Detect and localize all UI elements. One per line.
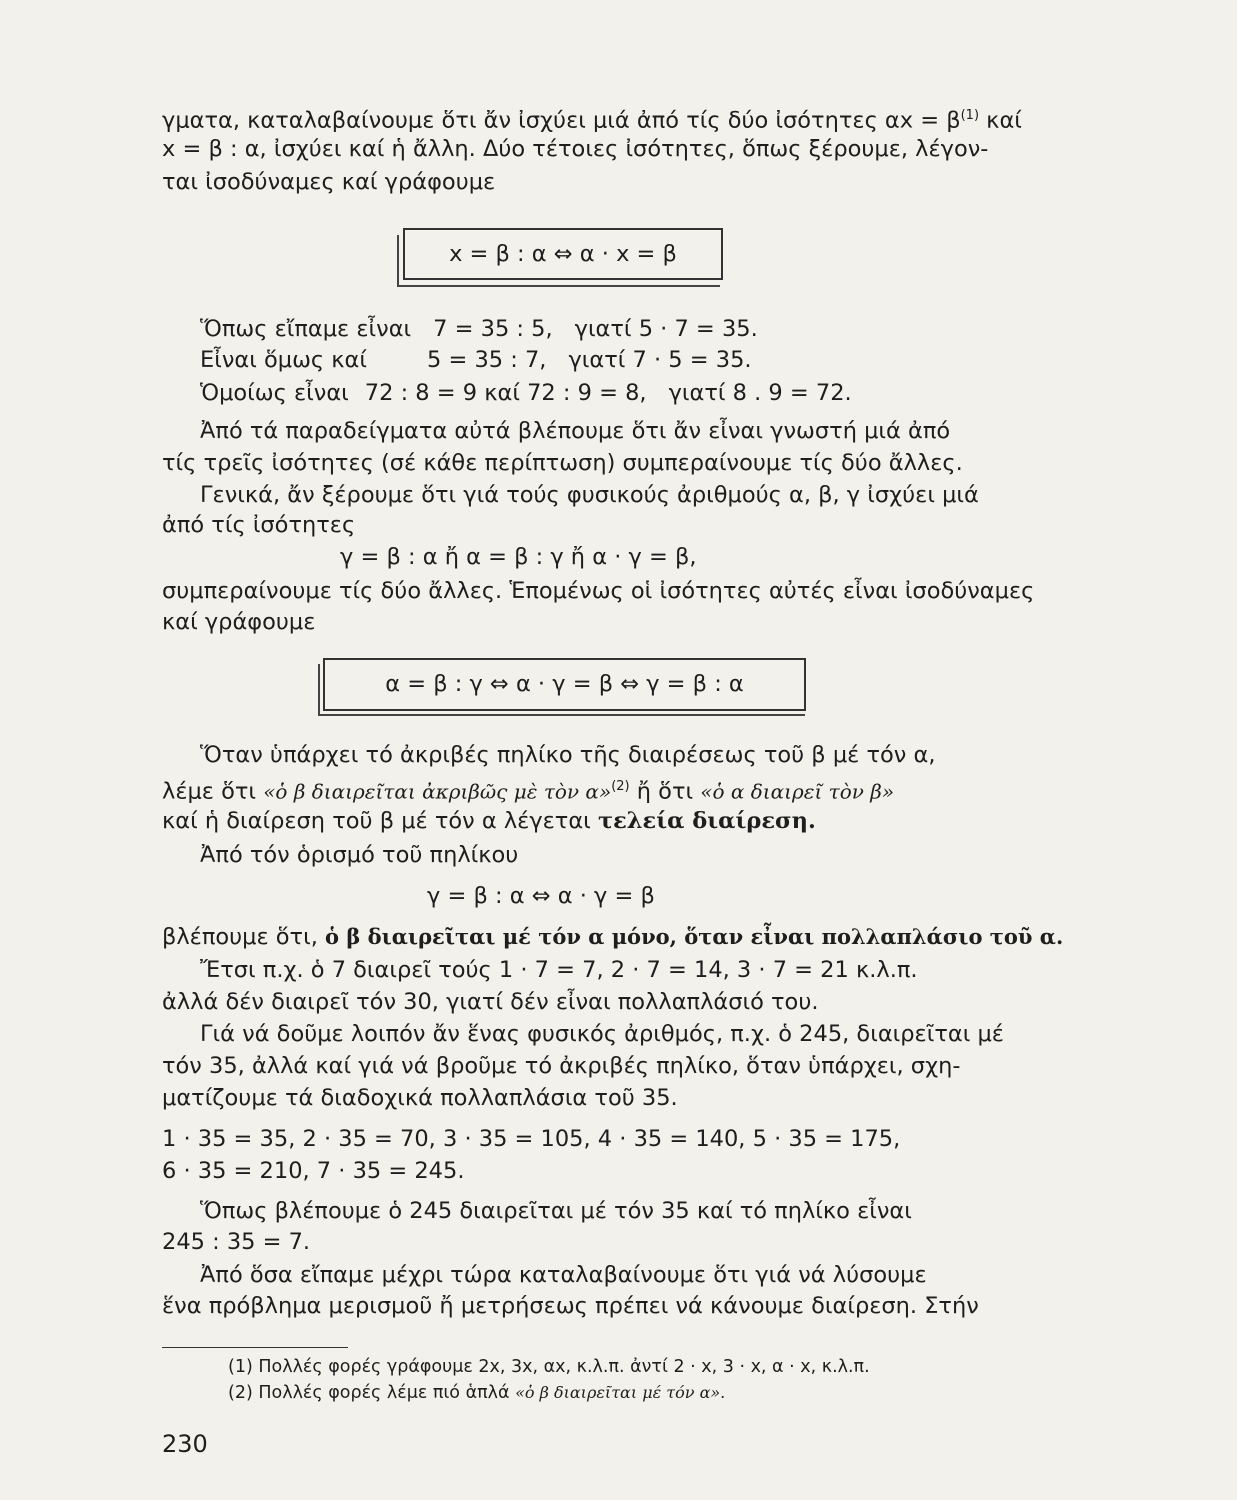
example-line-2: Εἶναι ὅμως καί 5 = 35 : 7, γιατί 7 · 5 = 35. [200,347,752,373]
equation-line-11: γ = β : α ἤ α = β : γ ἤ α · γ = β, [340,544,697,570]
text-line-20: Ἔτσι π.χ. ὁ 7 διαιρεῖ τούς 1 · 7 = 7, 2 · 7 = 14, 3 · 7 = 21 κ.λ.π. [200,957,918,983]
text-line-22: Γιά νά δοῦμε λοιπόν ἄν ἕνας φυσικός ἀριθμός, π.χ. ὁ 245, διαιρεῖται μέ [200,1021,1004,1047]
text-line-9: Γενικά, ἄν ξέρουμε ὅτι γιά τούς φυσικούς ἀριθμούς α, β, γ ἰσχύει μιά [200,482,979,508]
text-line-10: ἀπό τίς ἰσότητες [162,512,356,538]
equation-line-18: γ = β : α ⇔ α · γ = β [427,883,655,909]
example-line-1: Ὅπως εἴπαμε εἶναι 7 = 35 : 5, γιατί 5 · 7 = 35. [200,316,758,342]
footnote-1: (1) Πολλές φορές γράφουμε 2x, 3x, αx, κ.λ.π. ἀντί 2 · x, 3 · x, α · x, κ.λ.π. [228,1357,870,1377]
text-line-16: καί ἡ διαίρεση τοῦ β μέ τόν α λέγεται τελεία διαίρεση. [162,808,816,834]
text-line-1: γματα, καταλαβαίνουμε ὅτι ἄν ἰσχύει μιά ἀπό τίς δύο ἰσότητες $\alpha x = \beta^{(1)}$ καί [162,107,1022,134]
text-line-13: καί γράφουμε [162,609,316,635]
page-number: 230 [162,1430,208,1458]
text-line-7: Ἀπό τά παραδείγματα αὐτά βλέπουμε ὅτι ἄν εἶναι γνωστή μιά ἀπό [200,418,951,444]
text-line-15: λέμε ὅτι «ὁ β διαιρεῖται ἀκριβῶς μὲ τὸν α»$^{(2)}$ ἤ ὅτι «ὁ α διαιρεῖ τὸν β» [162,778,895,805]
text-line-12: συμπεραίνουμε τίς δύο ἄλλες. Ἑπομένως οἱ ἰσότητες αὐτές εἶναι ἰσοδύναμες [162,578,1035,604]
text-line-21: ἀλλά δέν διαιρεῖ τόν 30, γιατί δέν εἶναι πολλαπλάσιό του. [162,989,819,1015]
example-line-3: Ὁμοίως εἶναι 72 : 8 = 9 καί 72 : 9 = 8, γιατί 8 . 9 = 72. [200,380,852,406]
text-line-23: τόν 35, ἀλλά καί γιά νά βροῦμε τό ἀκριβές πηλίκο, ὅταν ὑπάρχει, σχη- [162,1053,961,1079]
footnote-rule [162,1347,348,1348]
text-line-19: βλέπουμε ὅτι, ὁ β διαιρεῖται μέ τόν α μόνο, ὅταν εἶναι πολλαπλάσιο τοῦ α. [162,924,1064,950]
text-line-8: τίς τρεῖς ἰσότητες (σέ κάθε περίπτωση) συμπεραίνουμε τίς δύο ἄλλες. [162,450,963,476]
footnote-2: (2) Πολλές φορές λέμε πιό ἁπλά «ὁ β διαιρεῖται μέ τόν α». [228,1383,726,1403]
text-line-17: Ἀπό τόν ὁρισμό τοῦ πηλίκου [200,842,519,868]
text-line-28: 245 : 35 = 7. [162,1229,311,1255]
text-line-14: Ὅταν ὑπάρχει τό ἀκριβές πηλίκο τῆς διαιρέσεως τοῦ β μέ τόν α, [200,742,936,768]
multiples-line-2: 6 · 35 = 210, 7 · 35 = 245. [162,1158,465,1184]
text-line-30: ἕνα πρόβλημα μερισμοῦ ἤ μετρήσεως πρέπει νά κάνουμε διαίρεση. Στήν [162,1293,979,1319]
text-line-27: Ὅπως βλέπουμε ὁ 245 διαιρεῖται μέ τόν 35 καί τό πηλίκο εἶναι [200,1198,912,1224]
equivalence-box-1: x = β : α ⇔ α · x = β [403,228,723,280]
text-line-3: ται ἰσοδύναμες καί γράφουμε [162,169,496,195]
text-line-24: ματίζουμε τά διαδοχικά πολλαπλάσια τοῦ 35. [162,1085,678,1111]
multiples-line-1: 1 · 35 = 35, 2 · 35 = 70, 3 · 35 = 105, 4 · 35 = 140, 5 · 35 = 175, [162,1126,901,1152]
text-line-29: Ἀπό ὅσα εἴπαμε μέχρι τώρα καταλαβαίνουμε ὅτι γιά νά λύσουμε [200,1262,927,1288]
text-line-2: x = β : α, ἰσχύει καί ἡ ἄλλη. Δύο τέτοιες ἰσότητες, ὅπως ξέρουμε, λέγον- [162,136,989,162]
equivalence-box-2: α = β : γ ⇔ α · γ = β ⇔ γ = β : α [323,658,806,711]
